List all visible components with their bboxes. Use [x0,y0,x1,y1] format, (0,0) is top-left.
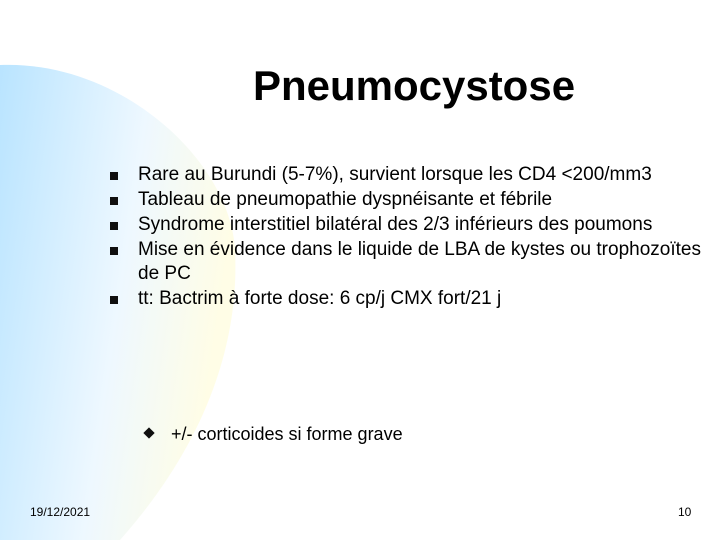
footer-date: 19/12/2021 [30,505,91,519]
bullet-text: Rare au Burundi (5-7%), survient lorsque les CD4 <200/mm3 [138,164,652,185]
sub-bullet-text: +/- corticoides si forme grave [171,424,403,444]
bullet-text: Syndrome interstitiel bilatéral des 2/3 inférieurs des poumons [138,214,653,235]
bullet-list [118,163,718,312]
sub-bullet-item [145,422,403,446]
bullet-item [118,238,718,286]
square-bullet-icon [110,296,118,304]
square-bullet-icon [110,247,118,255]
bullet-item [118,213,718,237]
square-bullet-icon [110,222,118,230]
slide-title: Pneumocystose [252,62,576,109]
bullet-item [118,287,718,311]
bullet-text: tt: Bactrim à forte dose: 6 cp/j CMX fort/21 j [138,288,502,309]
bullet-item [118,163,718,187]
diamond-bullet-icon [143,427,154,438]
square-bullet-icon [110,197,118,205]
bullet-text: Mise en évidence dans le liquide de LBA de kystes ou trophozoïtes de PC [138,239,701,284]
bullet-item [118,188,718,212]
square-bullet-icon [110,172,118,180]
bullet-text: Tableau de pneumopathie dyspnéisante et fébrile [138,189,553,210]
page-number: 10 [678,505,692,519]
